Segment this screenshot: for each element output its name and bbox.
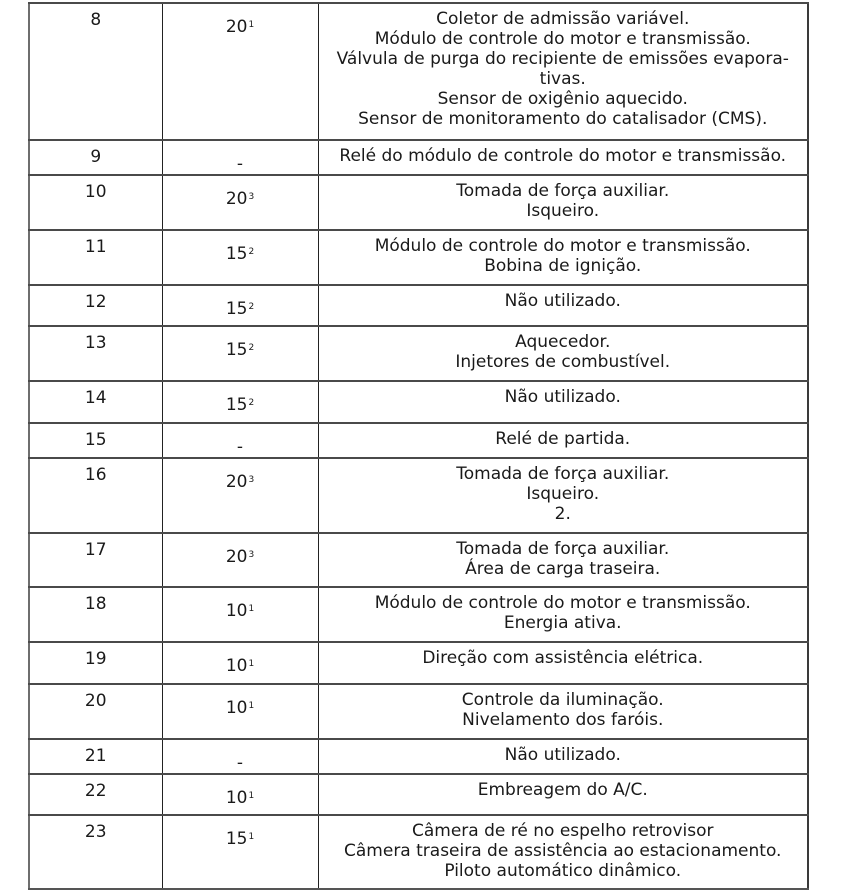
- fuse-position-cell: 18: [29, 587, 162, 642]
- protected-circuit-cell: [318, 739, 808, 774]
- table-row: [29, 533, 808, 587]
- circuit-description-line: Isqueiro.: [526, 201, 600, 221]
- table-row: [29, 642, 808, 684]
- fuse-position-cell: 14: [29, 381, 162, 423]
- circuit-description-line: Módulo de controle do motor e transmissão.: [374, 29, 751, 49]
- fuse-amperage-cell: [162, 381, 318, 423]
- table-row: [29, 774, 808, 815]
- protected-circuit-cell: [318, 326, 808, 381]
- fuse-position-cell: 13: [29, 326, 162, 381]
- amperage-value: 20: [225, 472, 248, 492]
- protected-circuit-cell: [318, 774, 808, 815]
- circuit-description-line: Não utilizado.: [504, 745, 621, 765]
- fuse-position-cell: 20: [29, 684, 162, 739]
- circuit-description-line: Válvula de purga do recipiente de emissões evapora-: [336, 49, 789, 69]
- circuit-description-line: Área de carga traseira.: [465, 559, 661, 579]
- fuse-table-body: [29, 3, 808, 889]
- fuse-amperage-cell: [162, 587, 318, 642]
- fuse-amperage-cell: [162, 326, 318, 381]
- fuse-position-cell: 17: [29, 533, 162, 587]
- fuse-table: [28, 2, 809, 890]
- table-row: [29, 587, 808, 642]
- amperage-value: 15: [225, 340, 248, 360]
- amperage-value: -: [236, 437, 244, 457]
- circuit-description-line: Bobina de ignição.: [484, 256, 642, 276]
- circuit-description-line: Não utilizado.: [504, 291, 621, 311]
- amperage-value: 10: [225, 788, 248, 808]
- protected-circuit-cell: [318, 642, 808, 684]
- circuit-description-line: Injetores de combustível.: [455, 352, 671, 372]
- fuse-position-cell: 21: [29, 739, 162, 774]
- footnote-marker: 2: [248, 343, 255, 353]
- footnote-marker: 2: [248, 247, 255, 257]
- protected-circuit-cell: [318, 175, 808, 230]
- protected-circuit-cell: [318, 423, 808, 458]
- circuit-description-line: Sensor de oxigênio aquecido.: [437, 89, 688, 109]
- circuit-description-line: Módulo de controle do motor e transmissão.: [374, 593, 751, 613]
- fuse-amperage-cell: [162, 285, 318, 326]
- protected-circuit-cell: [318, 533, 808, 587]
- amperage-value: 15: [225, 829, 248, 849]
- circuit-description-line: Energia ativa.: [503, 613, 622, 633]
- fuse-position-cell: 15: [29, 423, 162, 458]
- circuit-description-line: Isqueiro.: [526, 484, 600, 504]
- footnote-marker: 1: [248, 791, 255, 801]
- protected-circuit-cell: [318, 587, 808, 642]
- fuse-amperage-cell: [162, 642, 318, 684]
- footnote-marker: 1: [248, 832, 255, 842]
- footnote-marker: 3: [248, 475, 255, 485]
- circuit-description-line: Tomada de força auxiliar.: [456, 181, 670, 201]
- protected-circuit-cell: [318, 3, 808, 140]
- protected-circuit-cell: [318, 815, 808, 889]
- circuit-description-line: tivas.: [539, 69, 586, 89]
- fuse-amperage-cell: [162, 815, 318, 889]
- table-row: [29, 230, 808, 285]
- table-row: [29, 3, 808, 140]
- amperage-value: -: [236, 154, 244, 174]
- amperage-value: 15: [225, 244, 248, 264]
- amperage-value: 10: [225, 601, 248, 621]
- fuse-position-cell: 16: [29, 458, 162, 533]
- circuit-description-line: Aquecedor.: [515, 332, 611, 352]
- amperage-value: -: [236, 753, 244, 773]
- footnote-marker: 1: [248, 701, 255, 711]
- fuse-amperage-cell: [162, 175, 318, 230]
- circuit-description-line: Sensor de monitoramento do catalisador (CMS).: [358, 109, 768, 129]
- circuit-description-line: Direção com assistência elétrica.: [422, 648, 704, 668]
- circuit-description-line: Não utilizado.: [504, 387, 621, 407]
- footnote-marker: 2: [248, 398, 255, 408]
- fuse-position-cell: 10: [29, 175, 162, 230]
- protected-circuit-cell: [318, 458, 808, 533]
- footnote-marker: 3: [248, 550, 255, 560]
- footnote-marker: 1: [248, 604, 255, 614]
- table-row: [29, 140, 808, 175]
- circuit-description-line: Tomada de força auxiliar.: [456, 539, 670, 559]
- protected-circuit-cell: [318, 684, 808, 739]
- protected-circuit-cell: [318, 381, 808, 423]
- fuse-position-cell: 22: [29, 774, 162, 815]
- circuit-description-line: Câmera de ré no espelho retrovisor: [412, 821, 714, 841]
- protected-circuit-cell: [318, 285, 808, 326]
- amperage-value: 15: [225, 299, 248, 319]
- fuse-amperage-cell: [162, 3, 318, 140]
- fuse-amperage-cell: [162, 684, 318, 739]
- fuse-position-cell: 8: [29, 3, 162, 140]
- fuse-amperage-cell: [162, 230, 318, 285]
- amperage-value: 10: [225, 698, 248, 718]
- protected-circuit-cell: [318, 140, 808, 175]
- fuse-amperage-cell: [162, 458, 318, 533]
- footnote-marker: 1: [248, 659, 255, 669]
- circuit-description-line: Nivelamento dos faróis.: [462, 710, 664, 730]
- circuit-description-line: Módulo de controle do motor e transmissão.: [374, 236, 751, 256]
- circuit-description-line: Relé de partida.: [495, 429, 631, 449]
- table-row: [29, 381, 808, 423]
- fuse-amperage-cell: [162, 739, 318, 774]
- table-row: [29, 423, 808, 458]
- table-row: [29, 458, 808, 533]
- footnote-marker: 3: [248, 192, 255, 202]
- circuit-description-line: Piloto automático dinâmico.: [444, 861, 682, 881]
- circuit-description-line: Câmera traseira de assistência ao estacionamento.: [344, 841, 782, 861]
- fuse-position-cell: 11: [29, 230, 162, 285]
- footnote-marker: 2: [248, 302, 255, 312]
- table-row: [29, 739, 808, 774]
- fuse-amperage-cell: [162, 140, 318, 175]
- fuse-amperage-cell: [162, 774, 318, 815]
- footnote-marker: 1: [248, 20, 255, 30]
- circuit-description-line: Tomada de força auxiliar.: [456, 464, 670, 484]
- amperage-value: 20: [225, 189, 248, 209]
- fuse-amperage-cell: [162, 423, 318, 458]
- amperage-value: 15: [225, 395, 248, 415]
- fuse-position-cell: 19: [29, 642, 162, 684]
- fuse-position-cell: 12: [29, 285, 162, 326]
- amperage-value: 20: [225, 17, 248, 37]
- fuse-amperage-cell: [162, 533, 318, 587]
- amperage-value: 10: [225, 656, 248, 676]
- table-row: [29, 815, 808, 889]
- circuit-description-line: Relé do módulo de controle do motor e transmissão.: [339, 146, 787, 166]
- circuit-description-line: Controle da iluminação.: [461, 690, 664, 710]
- table-row: [29, 175, 808, 230]
- protected-circuit-cell: [318, 230, 808, 285]
- circuit-description-line: Embreagem do A/C.: [477, 780, 648, 800]
- fuse-position-cell: 23: [29, 815, 162, 889]
- table-row: [29, 326, 808, 381]
- table-row: [29, 285, 808, 326]
- table-row: [29, 684, 808, 739]
- circuit-description-line: Coletor de admissão variável.: [436, 9, 690, 29]
- circuit-description-line: 2.: [554, 504, 571, 524]
- amperage-value: 20: [225, 547, 248, 567]
- fuse-position-cell: 9: [29, 140, 162, 175]
